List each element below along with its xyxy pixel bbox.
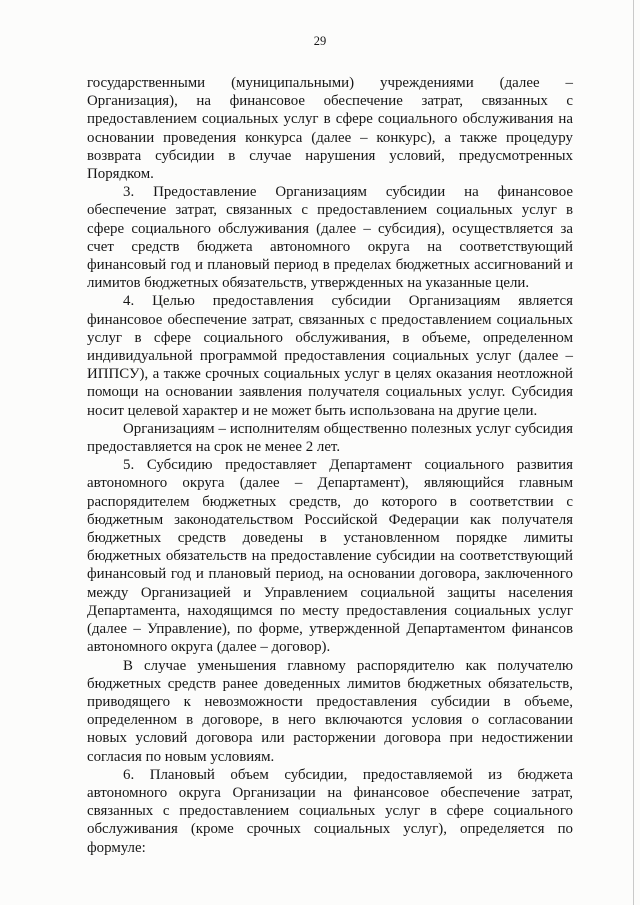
paragraph-item-5: 5. Субсидию предоставляет Департамент социального развития автономного округа (далее – Департамент), являющийся главным распорядителем бюджетных средств, до которого в соответствии с бюджетным законодательством Российской Федерации как получателя бюджетных средств доведены в установленном порядке лимиты бюджетных обязательств на предоставление субсидии на соответствующий финансовый год и плановый период, на основании договора, заключенного между Организацией и Управлением социальной защиты населения Департамента, находящимся по месту предоставления социальных услуг (далее – Управление), по форме, утвержденной Департаментом финансов автономного округа (далее – договор). <box>87 457 573 656</box>
paragraph-item-6: 6. Плановый объем субсидии, предоставляемой из бюджета автономного округа Организации на финансовое обеспечение затрат, связанных с предоставлением социальных услуг в сфере социального обслуживания (кроме срочных социальных услуг), определяется по формуле: <box>87 766 573 856</box>
paragraph-item-4: 4. Целью предоставления субсидии Организациям является финансовое обеспечение затрат, связанных с предоставлением социальных услуг в сфере социального обслуживания, в объеме, определенном индивидуальной программой предоставления социальных услуг (далее – ИППСУ), а также срочных социальных услуг в целях оказания неотложной помощи на основании заявления получателя социальных услуг. Субсидия носит целевой характер и не может быть использована на другие цели. <box>87 293 573 419</box>
page-number: 29 <box>313 34 327 48</box>
paragraph-continuation: государственными (муниципальными) учреждениями (далее – Организация), на финансовое обеспечение затрат, связанных с предоставлением социальных услуг в сфере социального обслуживания на основании проведения конкурса (далее – конкурс), а также процедуру возврата субсидии в случае нарушения условий, предусмотренных Порядком. <box>87 75 573 183</box>
scan-edge-line <box>633 0 634 905</box>
paragraph-limits-reduction: В случае уменьшения главному распорядителю как получателю бюджетных средств ранее доведенных лимитов бюджетных обязательств, приводящего к невозможности предоставления субсидии в объеме, определенном в договоре, в него включаются условия о согласовании новых условий договора или расторжении договора при недостижении согласия по новым условиям. <box>87 657 573 765</box>
paragraph-public-benefit-term: Организациям – исполнителям общественно полезных услуг субсидия предоставляется на срок не менее 2 лет. <box>87 420 573 456</box>
document-body <box>87 74 573 857</box>
paragraph-item-3: 3. Предоставление Организациям субсидии на финансовое обеспечение затрат, связанных с предоставлением социальных услуг в сфере социального обслуживания (далее – субсидия), осуществляется за счет средств бюджета автономного округа на соответствующий финансовый год и плановый период в пределах бюджетных ассигнований и лимитов бюджетных обязательств, утвержденных на указанные цели. <box>87 184 573 292</box>
